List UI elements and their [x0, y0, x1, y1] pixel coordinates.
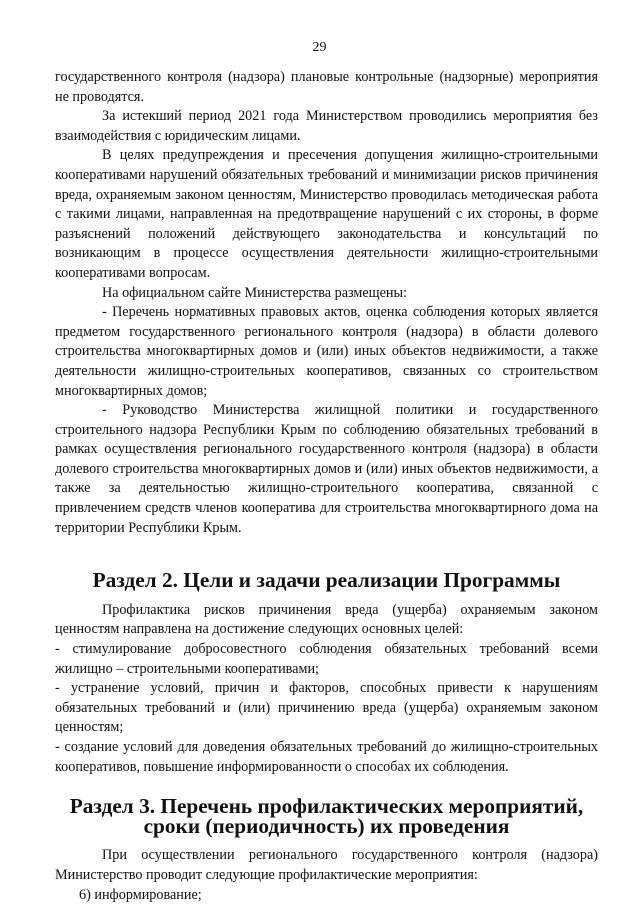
list-item-goal-conditions: - создание условий для доведения обязательных требований до жилищно-строительных кооперативов, повышение информированности о способах их соблюдения. [55, 739, 598, 775]
section-title-measures: Раздел 3. Перечень профилактических мероприятий, сроки (периодичность) их проведения [69, 794, 584, 838]
paragraph-prevention-work: В целях предупреждения и пресечения допущения жилищно-строительными кооперативами нарушений обязательных требований и минимизации рисков причинения вреда, охраняемым законом ценностям, Министерство проводилась методическая работа с такими лицами, направленная на предотвращение нарушений с их стороны, в форме разъяснений положений действующего законодательства и консультаций по возникающим в процессе осуществления деятельности жилищно-строительными кооперативами вопросам. [55, 147, 598, 281]
paragraph-period-activities: За истекший период 2021 года Министерством проводились мероприятия без взаимодействия с юридическим лицами. [55, 108, 598, 144]
list-item-goal-elimination: - устранение условий, причин и факторов, способных привести к нарушениям обязательных требований и (или) причинению вреда (ущерба) охраняемым законом ценностям; [55, 680, 598, 736]
list-item-normative-acts: - Перечень нормативных правовых актов, оценка соблюдения которых является предметом государственного регионального контроля (надзора) в области долевого строительства многоквартирных домов и (или) иных объектов недвижимости, а также деятельности жилищно-строительных кооперативов, связанных со строительством многоквартирных домов; [55, 304, 598, 399]
section-title-goals: Раздел 2. Цели и задачи реализации Программы [92, 568, 561, 593]
paragraph-intro-continuation: государственного контроля (надзора) плановые контрольные (надзорные) мероприятия не проводятся. [55, 69, 598, 105]
document-body [55, 68, 598, 905]
page-number: 29 [312, 40, 327, 55]
paragraph-website-intro: На официальном сайте Министерства размещены: [102, 284, 407, 301]
paragraph-goals-intro: Профилактика рисков причинения вреда (ущерба) охраняемым законом ценностям направлена на достижение следующих основных целей: [55, 601, 598, 638]
paragraph-measures-intro: При осуществлении регионального государственного контроля (надзора) Министерство проводит следующие профилактические мероприятия: [55, 847, 598, 883]
list-item-informing: 6) информирование; [79, 886, 202, 903]
list-item-guidance: - Руководство Министерства жилищной политики и государственного строительного надзора Республики Крым по соблюдению обязательных требований в рамках осуществления регионального государственного контроля (надзора) в области долевого строительства многоквартирных домов и (или) иных объектов недвижимости, а также за деятельностью жилищно-строительного кооператива, связанной с привлечением средств членов кооператива для строительства многоквартирного дома на территории Республики Крым. [55, 402, 598, 536]
list-item-goal-stimulation: - стимулирование добросовестного соблюдения обязательных требований всеми жилищно – строительными кооперативами; [55, 641, 598, 677]
